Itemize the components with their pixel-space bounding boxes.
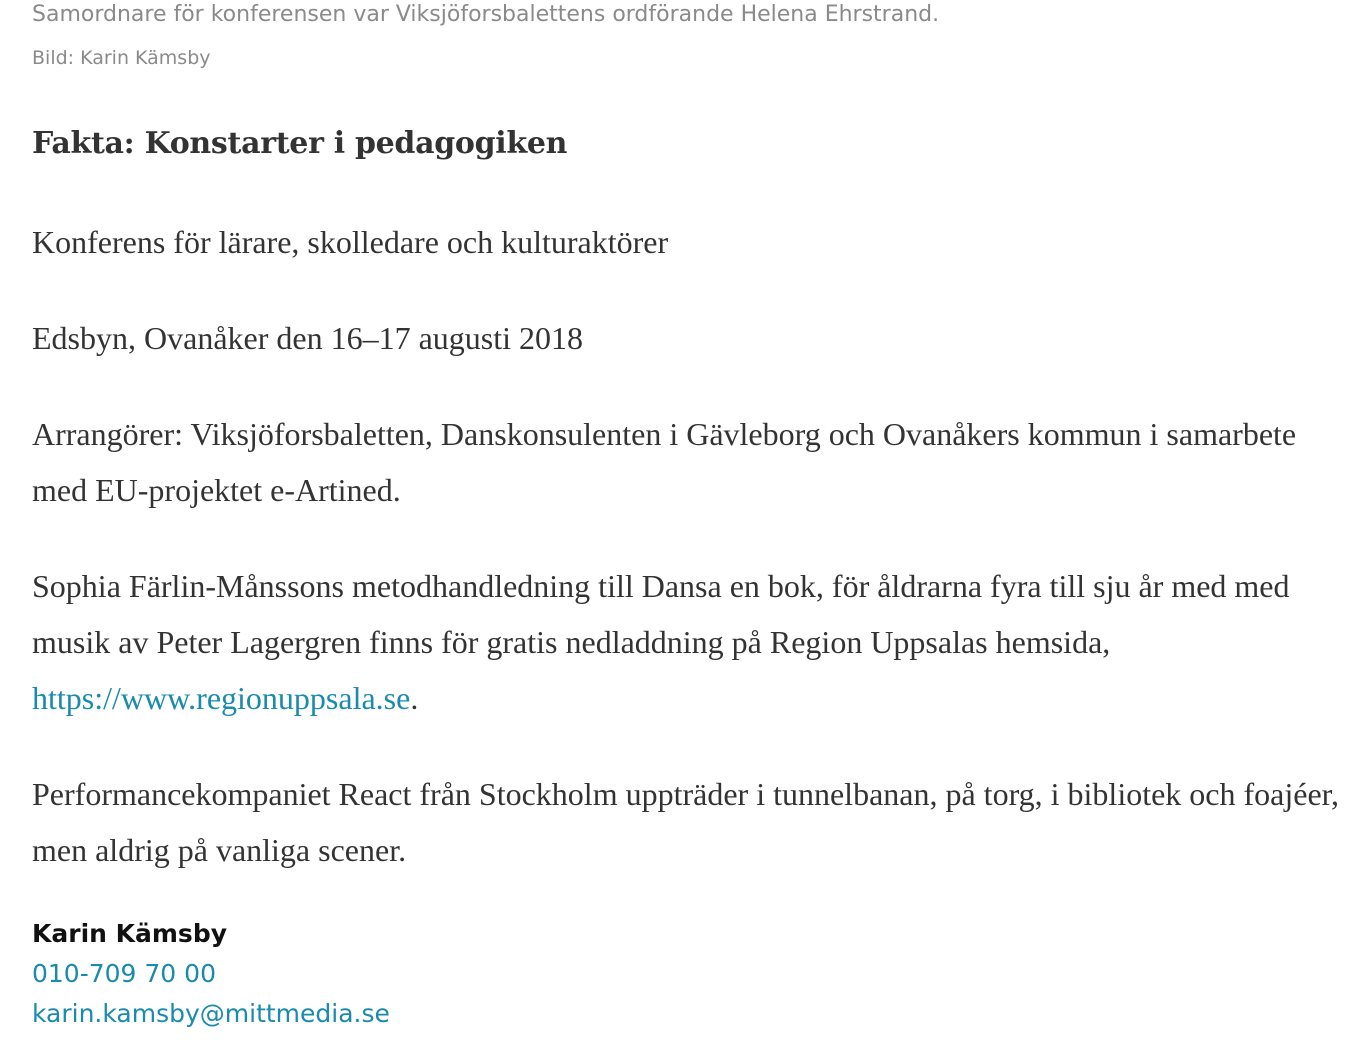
- author-phone-link[interactable]: 010-709 70 00: [32, 959, 216, 988]
- facts-paragraph-guide-text: Sophia Färlin-Månssons metodhandledning till Dansa en bok, för åldrarna fyra till sju år med med musik av Peter Lagergren finns för gratis nedladdning på Region Uppsalas hemsida,: [32, 568, 1290, 660]
- author-box: [32, 914, 390, 1034]
- author-email-link[interactable]: karin.kamsby@mittmedia.se: [32, 999, 390, 1028]
- region-uppsala-link[interactable]: https://www.regionuppsala.se: [32, 680, 411, 716]
- facts-paragraph-guide-end: .: [410, 680, 419, 716]
- facts-paragraph-date: Edsbyn, Ovanåker den 16–17 augusti 2018: [32, 320, 584, 356]
- facts-paragraph-guide: [32, 558, 1342, 726]
- image-credit: Bild: Karin Kämsby: [32, 47, 211, 69]
- author-name: Karin Kämsby: [32, 919, 228, 948]
- facts-paragraph-event: Konferens för lärare, skolledare och kulturaktörer: [32, 224, 669, 260]
- facts-paragraph-organizers: Arrangörer: Viksjöforsbaletten, Danskonsulenten i Gävleborg och Ovanåkers kommun i samarbete med EU-projektet e-Artined.: [32, 416, 1297, 508]
- facts-paragraph-performance: Performancekompaniet React från Stockholm uppträder i tunnelbanan, på torg, i bibliotek och foajéer, men aldrig på vanliga scener.: [32, 776, 1340, 868]
- facts-box-title: Fakta: Konstarter i pedagogiken: [32, 126, 568, 161]
- image-caption: Samordnare för konferensen var Viksjöforsbalettens ordförande Helena Ehrstrand.: [32, 2, 940, 27]
